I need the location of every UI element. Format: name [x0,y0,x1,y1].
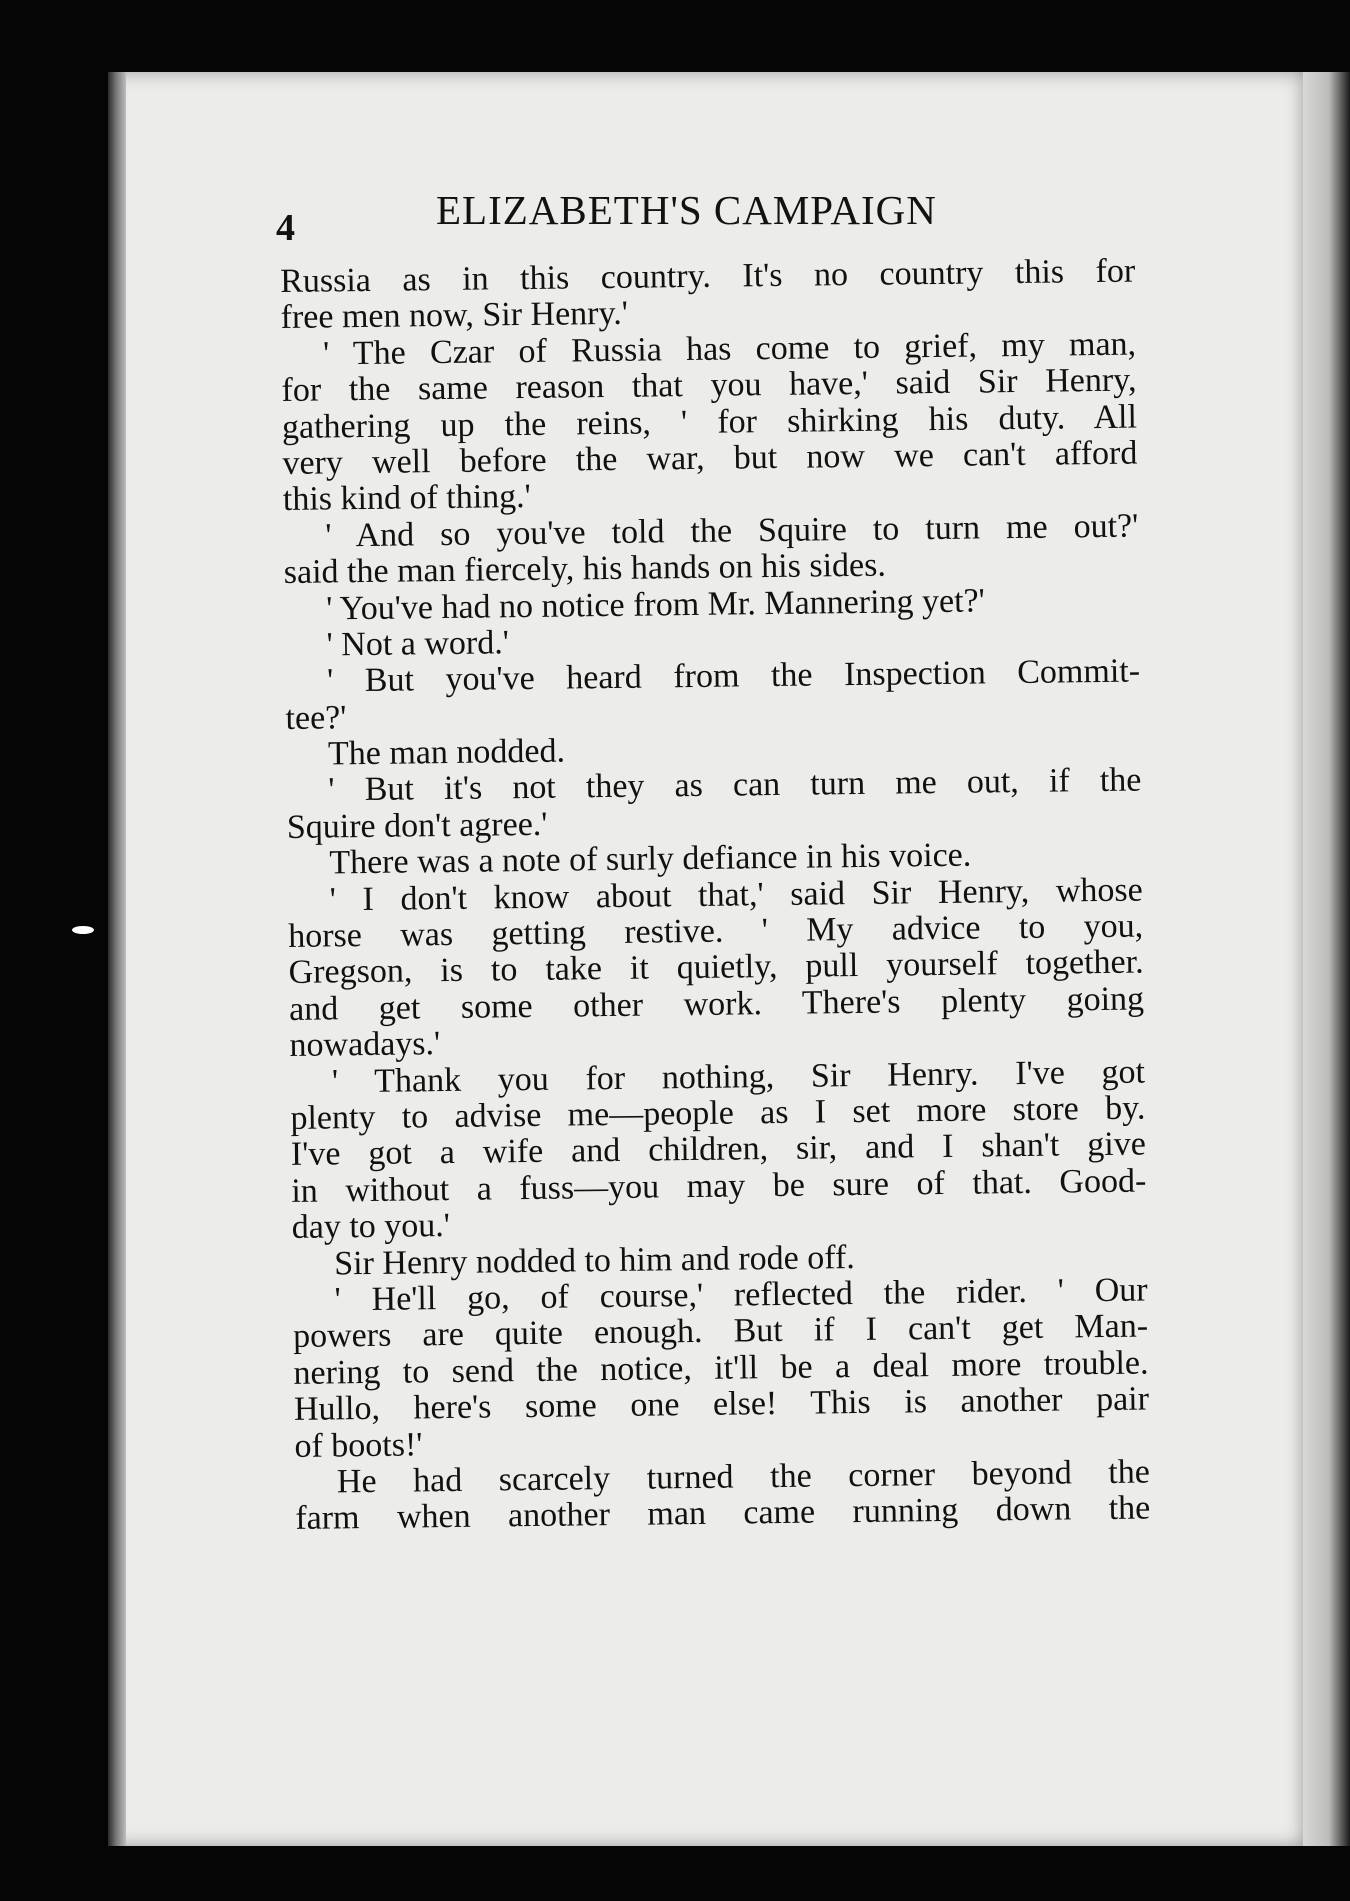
text-line: Sir Henry nodded to him and rode off. [333,1238,856,1282]
text-line: ' And so you've told the Squire to turn me out?' [325,507,1139,555]
text-line: Russia as in this country. It's no country this for [279,252,1136,300]
text-line: said the man fiercely, his hands on his sides. [283,546,887,592]
text-line: and get some other work. There's plenty going [288,980,1145,1028]
text-line: in without a fuss—you may be sure of that. Good- [291,1162,1147,1210]
text-line: for the same reason that you have,' said Sir Henry, [281,361,1137,410]
text-line: plenty to advise me—people as I set more store by. [290,1089,1146,1137]
text-line: farm when another man came running down the [295,1489,1151,1538]
text-line: free men now, Sir Henry.' [280,295,629,337]
text-line: He had scarcely turned the corner beyond the [336,1453,1151,1501]
text-line: of boots!' [294,1425,423,1465]
text-line: I've got a wife and children, sir, and I shan't give [290,1125,1147,1174]
text-line: day to you.' [291,1207,451,1247]
text-line: ' Thank you for nothing, Sir Henry. I've got [331,1053,1146,1101]
next-page-edge [1303,72,1350,1846]
text-line: ' But you've heard from the Inspection Commit- [326,652,1141,700]
text-line: ' The Czar of Russia has come to grief, my man, [322,325,1137,373]
text-line: powers are quite enough. But if I can't get Man- [292,1307,1149,1356]
page-number: 4 [276,207,295,249]
text-line: horse was getting restive. ' My advice to you, [287,907,1144,955]
text-line: nering to send the notice, it'll be a deal more trouble. [293,1344,1149,1392]
scan-speck [72,926,94,934]
body-text [280,254,1150,1538]
text-line: Hullo, here's some one else! This is another pair [293,1380,1150,1429]
running-title: ELIZABETH'S CAMPAIGN [436,187,937,233]
text-line: tee?' [285,698,347,737]
text-line: There was a note of surly defiance in his voice. [329,836,972,882]
page-binding-edge [108,72,126,1846]
text-line: gathering up the reins, ' for shirking his duty. All [281,398,1138,446]
text-line: ' I don't know about that,' said Sir Henry, whose [329,871,1143,919]
text-line: nowadays.' [289,1025,441,1065]
text-line: very well before the war, but now we can't afford [282,434,1138,482]
text-line: ' But it's not they as can turn me out, if the [328,761,1142,809]
text-line: Squire don't agree.' [286,805,548,846]
page-header [276,186,1146,249]
text-line: ' You've had no notice from Mr. Mannering yet?' [325,581,985,627]
text-line: ' Not a word.' [326,624,510,664]
text-line: The man nodded. [327,732,566,773]
text-line: this kind of thing.' [282,478,532,519]
text-line: Gregson, is to take it quietly, pull yourself together. [288,943,1144,992]
text-line: ' He'll go, of course,' reflected the rider. ' Our [334,1271,1148,1319]
